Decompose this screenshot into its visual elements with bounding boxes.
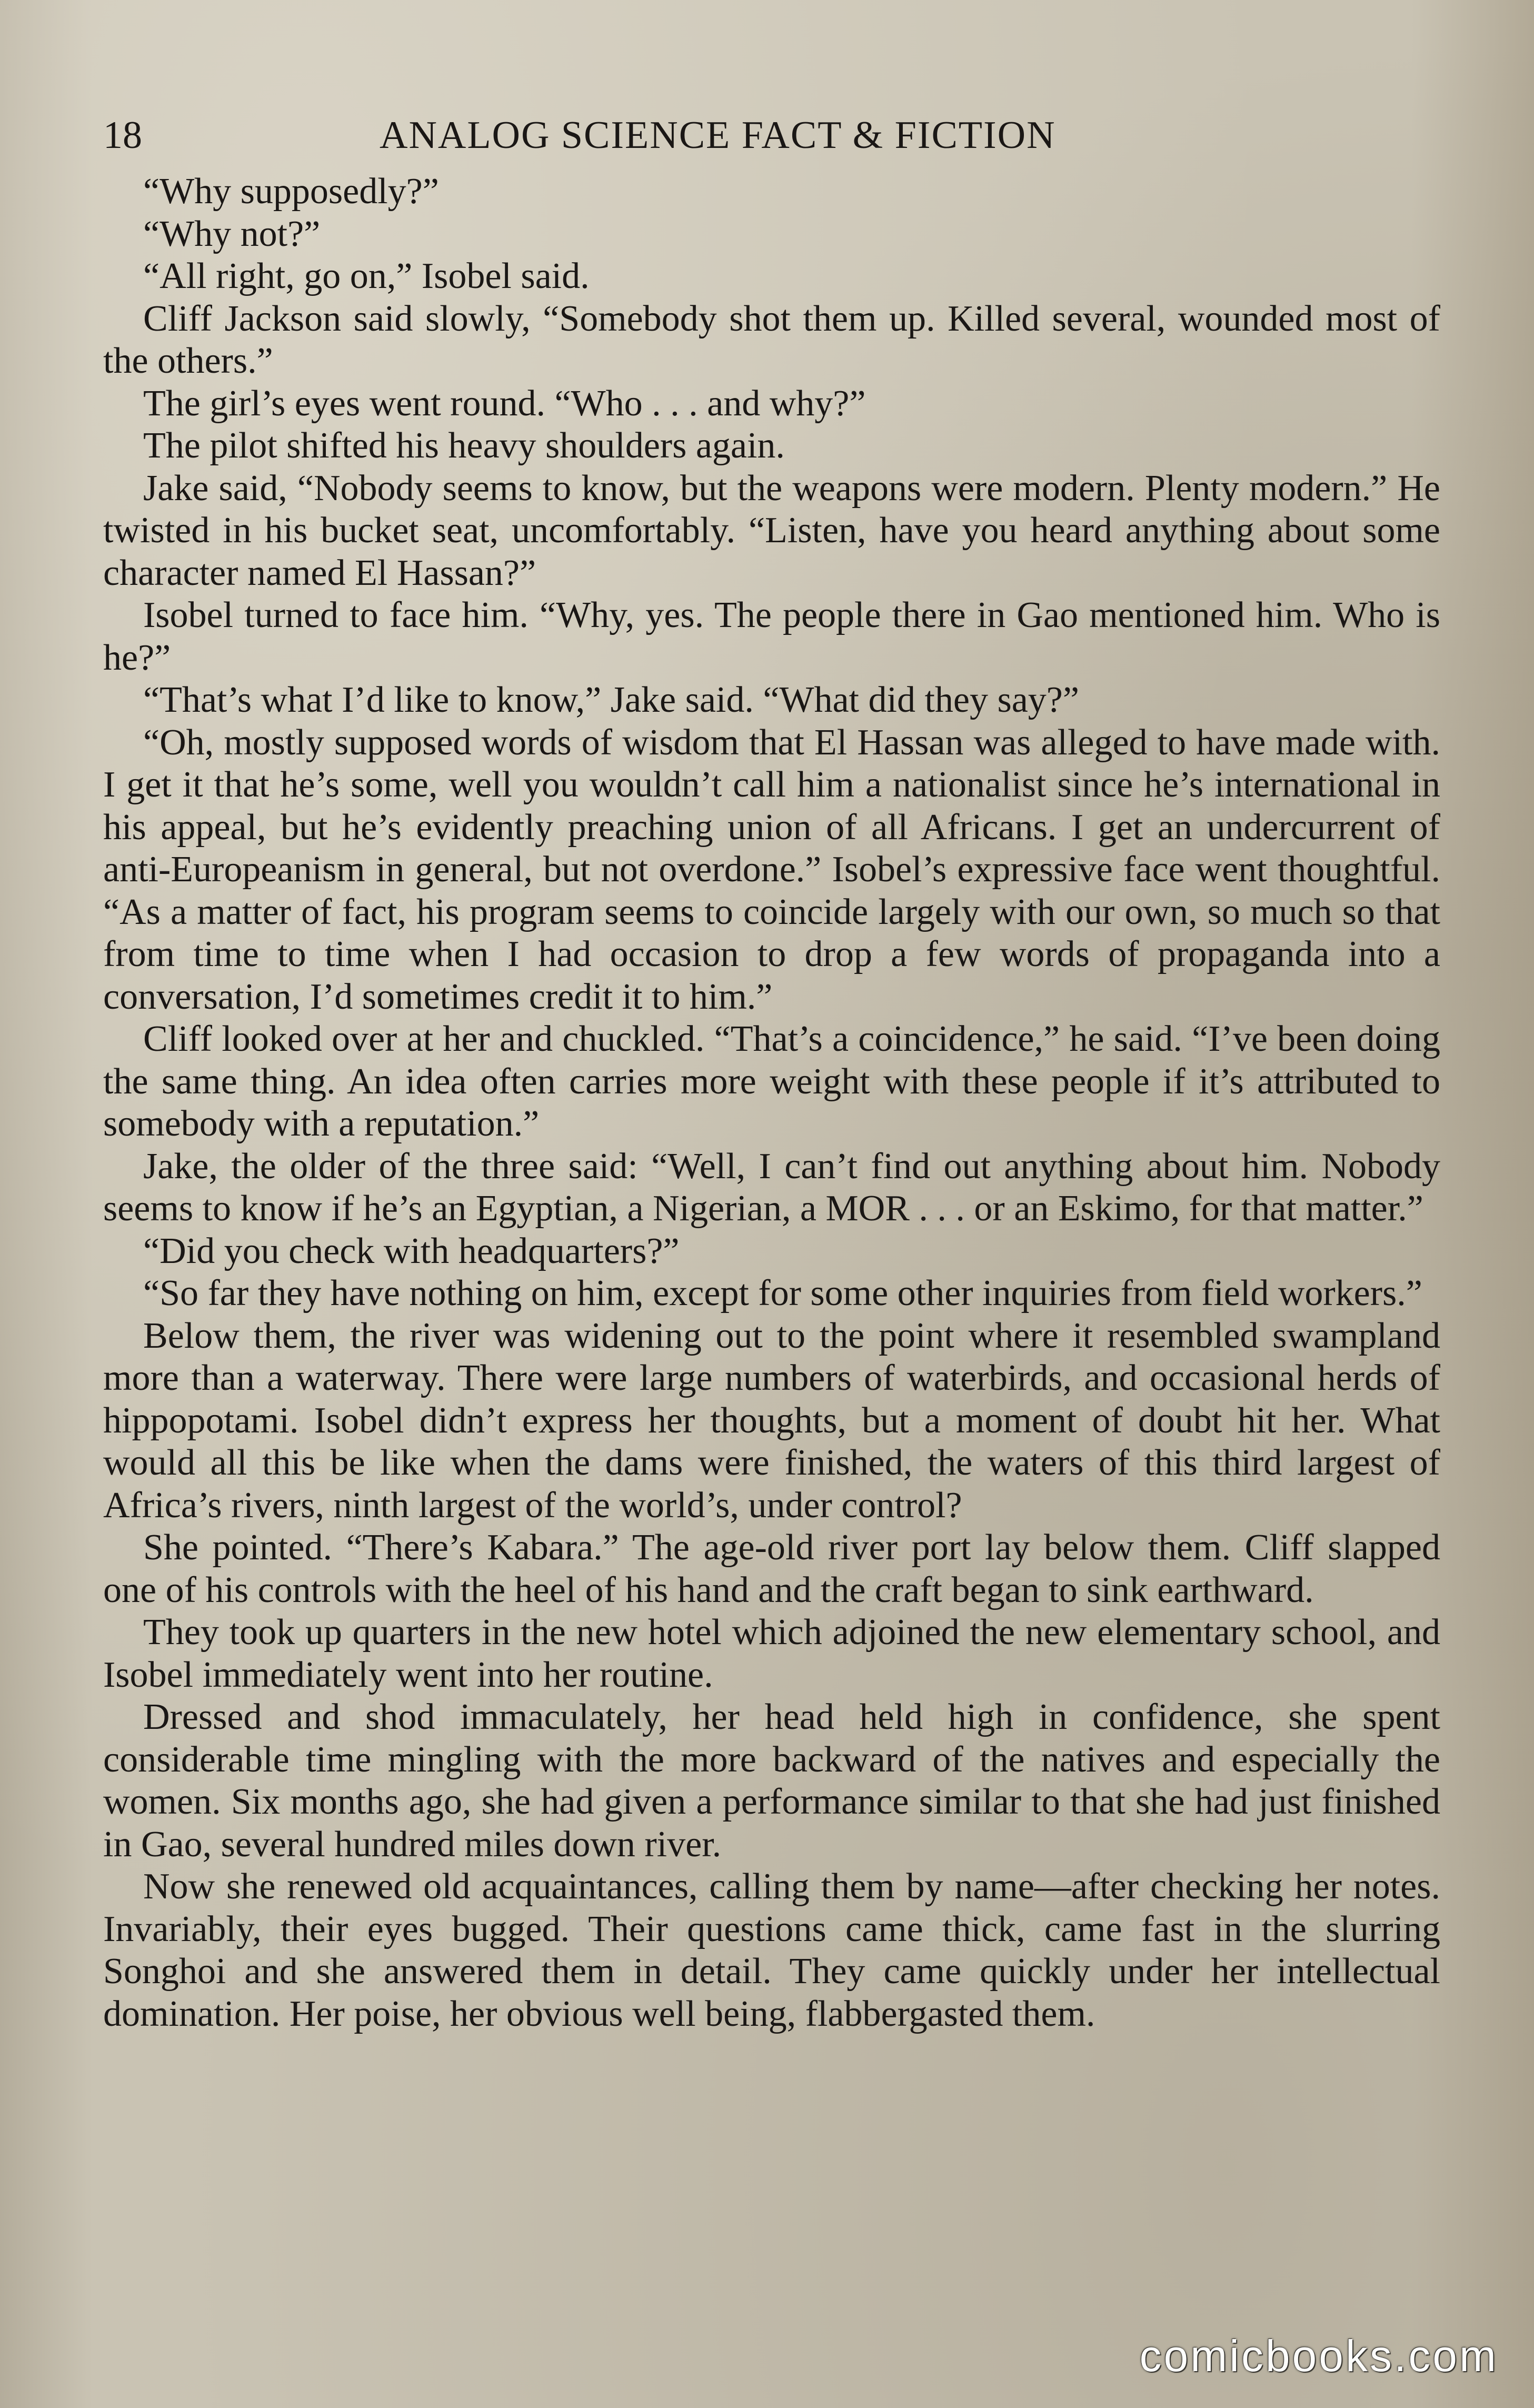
page-number: 18 — [103, 114, 142, 157]
paragraph: The pilot shifted his heavy shoulders again. — [143, 425, 785, 466]
paragraph: “Why supposedly?” — [143, 171, 439, 212]
paragraph: Below them, the river was widening out to the point where it resembled swampland more than a waterway. There were large numbers of waterbirds, and occasional herds of hippopotami. Isobel didn’t express her thoughts, but a moment of doubt hit her. What would all this be like when the dams were finished, the waters of this third largest of Africa’s rivers, ninth largest of the world’s, under control? — [103, 1315, 1440, 1526]
paragraph: Jake said, “Nobody seems to know, but the weapons were modern. Plenty modern.” He twisted in his bucket seat, uncomfortably. “Listen, have you heard anything about some character named El Hassan?” — [103, 467, 1440, 593]
running-head: ANALOG SCIENCE FACT & FICTION — [380, 114, 1056, 157]
paragraph: “Did you check with headquarters?” — [143, 1230, 680, 1271]
paragraph: The girl’s eyes went round. “Who . . . and why?” — [143, 383, 866, 424]
story-text — [103, 171, 1440, 2035]
paragraph: Dressed and shod immaculately, her head held high in confidence, she spent considerable time mingling with the more backward of the natives and especially the women. Six months ago, she had given a performance similar to that she had just finished in Gao, several hundred miles down river. — [103, 1697, 1440, 1865]
paragraph: “So far they have nothing on him, except for some other inquiries from field workers.” — [143, 1273, 1422, 1314]
paragraph: Now she renewed old acquaintances, calling them by name—after checking her notes. Invariably, their eyes bugged. Their questions came thick, came fast in the slurring Songhoi and she answered them in detail. They came quickly under her intellectual domination. Her poise, her obvious well being, flabbergasted them. — [103, 1866, 1440, 2034]
paragraph: Jake, the older of the three said: “Well, I can’t find out anything about him. Nobody seems to know if he’s an Egyptian, a Nigerian, a MOR . . . or an Eskimo, for that matter.” — [103, 1146, 1440, 1229]
page — [103, 105, 1440, 2035]
paragraph: Cliff looked over at her and chuckled. “That’s a coincidence,” he said. “I’ve been doing the same thing. An idea often carries more weight with these people if it’s attributed to somebody with a reputation.” — [103, 1019, 1440, 1144]
paragraph: They took up quarters in the new hotel which adjoined the new elementary school, and Isobel immediately went into her routine. — [103, 1612, 1440, 1695]
paragraph: “Oh, mostly supposed words of wisdom that El Hassan was alleged to have made with. I get it that he’s some, well you wouldn’t call him a nationalist since he’s international in his appeal, but he’s evidently preaching union of all Africans. I get an undercurrent of anti-Europeanism in general, but not overdone.” Isobel’s expressive face went thoughtful. “As a matter of fact, his program seems to coincide largely with our own, so much so that from time to time when I had occasion to drop a few words of propaganda into a conversation, I’d sometimes credit it to him.” — [103, 722, 1440, 1017]
paragraph: “Why not?” — [143, 213, 321, 254]
watermark: comicbooks.com — [1139, 2331, 1498, 2381]
paragraph: Cliff Jackson said slowly, “Somebody shot them up. Killed several, wounded most of the others.” — [103, 298, 1440, 381]
paragraph: “That’s what I’d like to know,” Jake said. “What did they say?” — [143, 680, 1079, 720]
paragraph: “All right, go on,” Isobel said. — [143, 256, 590, 296]
paragraph: She pointed. “There’s Kabara.” The age-old river port lay below them. Cliff slapped one of his controls with the heel of his hand and the craft began to sink earthward. — [103, 1527, 1440, 1610]
page-header — [103, 105, 1440, 163]
paragraph: Isobel turned to face him. “Why, yes. The people there in Gao mentioned him. Who is he?” — [103, 595, 1440, 678]
